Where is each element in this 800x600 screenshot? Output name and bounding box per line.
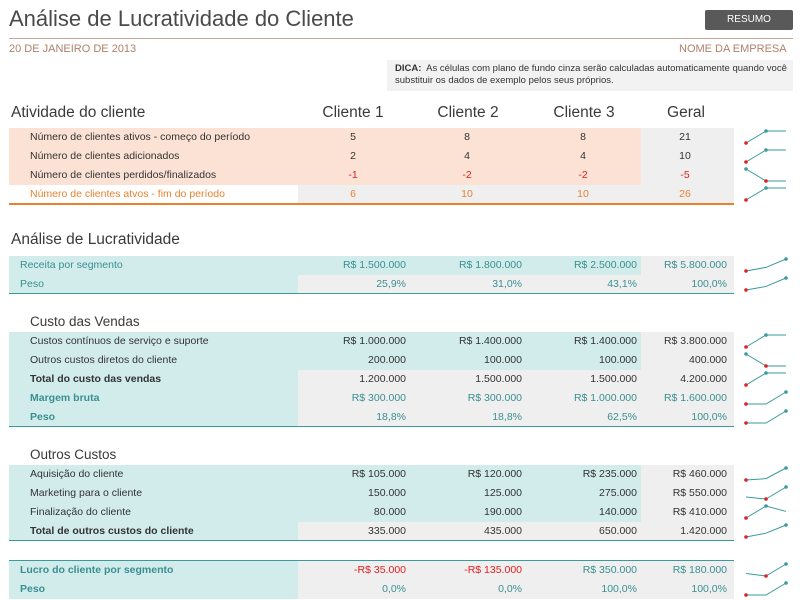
sparkline-marker: [764, 497, 768, 501]
company-name[interactable]: NOME DA EMPRESA: [679, 43, 787, 55]
sparkline-marker: [784, 276, 788, 280]
row-label: Margem bruta: [30, 392, 100, 404]
cell-value: 31,0%: [492, 278, 522, 290]
cell-value[interactable]: 5: [350, 131, 356, 143]
sparkline-marker: [784, 581, 788, 585]
cell-value: 21: [679, 131, 691, 143]
table-row: [9, 275, 734, 294]
cell-value: R$ 300.000: [467, 392, 522, 404]
sparkline-marker: [744, 535, 748, 539]
sparkline-marker: [764, 148, 768, 152]
cell-value: 1.420.000: [680, 525, 727, 537]
sparkline-marker: [744, 478, 748, 482]
cell-value: 62,5%: [607, 411, 637, 423]
cell-value: 1.500.000: [590, 373, 637, 385]
table-row: [9, 256, 734, 275]
cell-value: 0,0%: [498, 583, 522, 595]
cell-value: 6: [350, 188, 356, 200]
sparkline-line: [746, 411, 786, 423]
cell-value: R$ 1.600.000: [663, 392, 727, 404]
sparkline: [742, 561, 792, 579]
sparkline: [742, 580, 792, 598]
cell-value: 26: [679, 188, 691, 200]
table-row: [9, 580, 734, 599]
cell-value: 400.000: [689, 354, 727, 366]
cell-value: R$ 180.000: [672, 564, 727, 576]
cell-value[interactable]: -2: [462, 169, 472, 181]
cell-value: -R$ 135.000: [464, 564, 522, 576]
cell-value: 1.500.000: [475, 373, 522, 385]
cell-value: 1.200.000: [359, 373, 406, 385]
sparkline-marker: [784, 466, 788, 470]
tip-box: [387, 60, 793, 91]
sparkline: [742, 484, 792, 502]
cell-value[interactable]: 125.000: [484, 487, 522, 499]
cell-value[interactable]: 150.000: [368, 487, 406, 499]
cell-value[interactable]: R$ 1.800.000: [458, 259, 522, 271]
sparkline-line: [746, 188, 786, 200]
sparkline-line: [746, 131, 786, 143]
sparkline-line: [746, 278, 786, 290]
cell-value[interactable]: 140.000: [599, 506, 637, 518]
column-header-geral: Geral: [667, 104, 705, 121]
profitability-heading: Análise de Lucratividade: [11, 231, 180, 248]
sparkline-marker: [764, 504, 768, 508]
cell-value[interactable]: 8: [580, 131, 586, 143]
table-row: [9, 351, 734, 370]
cell-value[interactable]: 100.000: [599, 354, 637, 366]
cell-value[interactable]: 80.000: [373, 506, 406, 518]
row-label: Peso: [30, 411, 56, 423]
cell-value[interactable]: 100.000: [484, 354, 522, 366]
sparkline: [742, 503, 792, 521]
cell-value[interactable]: R$ 1.400.000: [573, 335, 637, 347]
table-row: [9, 465, 734, 484]
cell-value: R$ 460.000: [672, 468, 727, 480]
row-label: Número de clientes atvos - fim do período: [30, 188, 225, 200]
cell-value: R$ 550.000: [672, 487, 727, 499]
row-label: Número de clientes adicionados: [30, 150, 180, 162]
sparkline: [742, 147, 792, 165]
row-label: Número de clientes ativos - começo do período: [30, 131, 251, 143]
table-row: [9, 370, 734, 389]
cell-value[interactable]: R$ 235.000: [582, 468, 637, 480]
sparkline: [742, 185, 792, 203]
row-label: Outros custos diretos do cliente: [30, 354, 178, 366]
cell-value: 10: [577, 188, 589, 200]
cell-value: 100,0%: [691, 278, 727, 290]
cell-value: -R$ 35.000: [354, 564, 406, 576]
row-label: Receita por segmento: [20, 259, 123, 271]
sparkline-line: [746, 525, 786, 537]
cell-value: 435.000: [484, 525, 522, 537]
row-label: Total do custo das vendas: [30, 373, 162, 385]
row-label: Finalização do cliente: [30, 506, 131, 518]
cell-value[interactable]: 8: [464, 131, 470, 143]
cell-value[interactable]: R$ 2.500.000: [573, 259, 637, 271]
table-row: [9, 408, 734, 427]
activity-heading: Atividade do cliente: [11, 104, 146, 121]
cell-value: R$ 5.800.000: [663, 259, 727, 271]
sparkline-marker: [744, 141, 748, 145]
sales-cost-heading: Custo das Vendas: [30, 314, 140, 329]
cell-value: 0,0%: [382, 583, 406, 595]
cell-value: 25,9%: [376, 278, 406, 290]
sparkline-marker: [744, 593, 748, 597]
sparkline: [742, 465, 792, 483]
sparkline-line: [746, 259, 786, 271]
cell-value: 43,1%: [607, 278, 637, 290]
column-header-cliente-3: Cliente 3: [553, 104, 615, 121]
cell-value: 100,0%: [691, 411, 727, 423]
table-row: [9, 503, 734, 522]
cell-value[interactable]: R$ 105.000: [351, 468, 406, 480]
sparkline-marker: [744, 167, 748, 171]
row-label: Aquisição do cliente: [30, 468, 124, 480]
cell-value[interactable]: 4: [464, 150, 470, 162]
sparkline-marker: [744, 198, 748, 202]
sparkline: [742, 389, 792, 407]
sparkline-marker: [764, 333, 768, 337]
cell-value[interactable]: R$ 1.400.000: [458, 335, 522, 347]
sparkline-marker: [784, 390, 788, 394]
cell-value: 10: [461, 188, 473, 200]
sparkline-marker: [744, 421, 748, 425]
sparkline-marker: [744, 160, 748, 164]
sparkline: [742, 408, 792, 426]
cell-value[interactable]: 190.000: [484, 506, 522, 518]
table-row: [9, 389, 734, 408]
sparkline: [742, 332, 792, 350]
table-row: [9, 484, 734, 503]
row-label: Custos contínuos de serviço e suporte: [30, 335, 209, 347]
column-header-cliente-2: Cliente 2: [437, 104, 499, 121]
cell-value: 18,8%: [492, 411, 522, 423]
report-date: 20 DE JANEIRO DE 2013: [9, 43, 137, 55]
cell-value: -5: [680, 169, 690, 181]
sparkline-marker: [764, 129, 768, 133]
cell-value: 4.200.000: [680, 373, 727, 385]
summary-button[interactable]: RESUMO: [705, 10, 793, 30]
sparkline-marker: [744, 269, 748, 273]
row-label: Lucro do cliente por segmento: [20, 564, 174, 576]
cell-value[interactable]: 275.000: [599, 487, 637, 499]
sparkline: [742, 370, 792, 388]
cell-value: 100,0%: [601, 583, 637, 595]
table-row: [9, 147, 734, 166]
column-header-cliente-1: Cliente 1: [322, 104, 384, 121]
cell-value[interactable]: 2: [350, 150, 356, 162]
row-label: Peso: [20, 583, 46, 595]
row-label: Número de clientes perdidos/finalizados: [30, 169, 217, 181]
header-divider: [9, 38, 793, 39]
sparkline-marker: [784, 523, 788, 527]
row-label: Total de outros custos do cliente: [30, 525, 194, 537]
cell-value: 18,8%: [376, 411, 406, 423]
table-row: [9, 185, 734, 204]
tip-text: As células com plano de fundo cinza serão calculadas automaticamente quando você substituir os dados de exemplo pelos seus próprios.: [395, 63, 787, 86]
sparkline-marker: [744, 288, 748, 292]
sparkline: [742, 275, 792, 293]
cell-value[interactable]: 200.000: [368, 354, 406, 366]
sparkline-line: [746, 392, 786, 404]
table-row: [9, 332, 734, 351]
cell-value: 10: [679, 150, 691, 162]
sparkline-marker: [784, 485, 788, 489]
cell-value: R$ 300.000: [351, 392, 406, 404]
cell-value: 100,0%: [691, 583, 727, 595]
sparkline-marker: [744, 516, 748, 520]
sparkline-marker: [784, 257, 788, 261]
table-row: [9, 522, 734, 541]
cell-value[interactable]: -2: [578, 169, 588, 181]
sparkline-marker: [764, 371, 768, 375]
sparkline: [742, 522, 792, 540]
sparkline: [742, 128, 792, 146]
cell-value: R$ 3.800.000: [663, 335, 727, 347]
cell-value[interactable]: R$ 1.000.000: [342, 335, 406, 347]
sparkline-line: [746, 468, 786, 480]
sparkline-line: [746, 169, 786, 181]
sparkline: [742, 166, 792, 184]
cell-value: 335.000: [368, 525, 406, 537]
sparkline-marker: [764, 186, 768, 190]
sparkline-marker: [744, 402, 748, 406]
sparkline-marker: [784, 562, 788, 566]
sparkline-marker: [744, 352, 748, 356]
sparkline: [742, 351, 792, 369]
sparkline-marker: [784, 409, 788, 413]
cell-value[interactable]: 4: [580, 150, 586, 162]
sparkline-marker: [764, 179, 768, 183]
cell-value: 650.000: [599, 525, 637, 537]
row-label: Peso: [20, 278, 44, 290]
table-row: [9, 128, 734, 147]
sparkline-marker: [744, 383, 748, 387]
cell-value: R$ 1.000.000: [573, 392, 637, 404]
row-label: Marketing para o cliente: [30, 487, 143, 499]
sparkline-line: [746, 583, 786, 595]
sparkline: [742, 256, 792, 274]
cell-value: R$ 410.000: [672, 506, 727, 518]
cell-value[interactable]: -1: [348, 169, 358, 181]
cell-value: R$ 350.000: [582, 564, 637, 576]
page-title: Análise de Lucratividade do Cliente: [9, 6, 354, 31]
other-costs-heading: Outros Custos: [30, 447, 117, 462]
table-row: [9, 166, 734, 185]
sparkline-marker: [764, 364, 768, 368]
tip-label: DICA:: [395, 63, 422, 74]
sparkline-line: [746, 150, 786, 162]
table-row: [9, 561, 734, 580]
cell-value[interactable]: R$ 1.500.000: [342, 259, 406, 271]
cell-value[interactable]: R$ 120.000: [467, 468, 522, 480]
sparkline-marker: [744, 345, 748, 349]
sparkline-marker: [764, 574, 768, 578]
